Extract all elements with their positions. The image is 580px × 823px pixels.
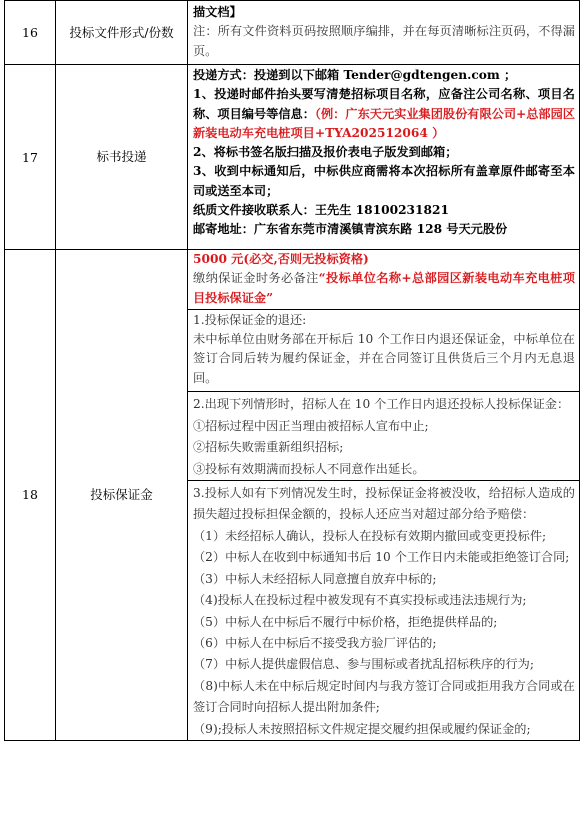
case3-item: （4)投标人在投标过程中被发现有不真实投标或违法违规行为; [193, 593, 527, 608]
forfeiture-block [188, 480, 579, 740]
row-item [56, 250, 188, 741]
row-item [56, 65, 188, 250]
case3-item: （1）未经招标人确认，投标人在投标有效期内撤回或变更投标件; [193, 528, 547, 543]
case3-item: （8)中标人未在中标后规定时间内与我方签订合同或拒用我方合同或在签订合同时向招标人提出附加条件; [193, 678, 575, 715]
case3-item: （2）中标人在收到中标通知书后 10 个工作日内未能或拒绝签订合同; [193, 550, 570, 565]
deposit-amount: 5000 元(必交,否则无投标资格) [193, 252, 369, 266]
case3-item: （7）中标人提供虚假信息、参与围标或者扰乱招标秩序的行为; [193, 657, 534, 672]
case2-item: ①招标过程中因正当理由被招标人宣布中止; [193, 418, 429, 433]
mailing-address: 邮寄地址：广东省东莞市清溪镇青滨东路 128 号天元股份 [193, 222, 508, 237]
row-item [56, 1, 188, 65]
table-row [5, 1, 580, 65]
table-row [5, 250, 580, 741]
case3-item: （5）中标人在中标后不履行中标价格，拒绝提供样品的; [193, 614, 498, 629]
case2-item: ③投标有效期满而投标人不同意作出延长。 [193, 461, 425, 476]
refund-cases-block [188, 391, 579, 480]
row-number: 17 [5, 65, 56, 250]
refund-body: 未中标单位由财务部在开标后 10 个工作日内退还保证金，中标单位在签订合同后转为履约保证金，并在合同签订且供货后三个月内无息退回。 [193, 332, 575, 385]
document-page [4, 0, 576, 741]
case3-item: （6）中标人在中标后不接受我方验厂评估的; [193, 635, 437, 650]
row-content [188, 250, 580, 741]
deposit-amount-block [188, 250, 579, 309]
case3-item: （3）中标人未经招标人同意擅自放弃中标的; [193, 571, 437, 586]
page-number-note: 注：所有文件资料页码按照顺序编排，并在每页清晰标注页码，不得漏页。 [193, 24, 575, 58]
row-content [188, 65, 580, 250]
delivery-method: 投递方式：投递到以下邮箱 Tender@gdtengen.com ； [193, 68, 517, 82]
row-number: 18 [5, 250, 56, 741]
item-label: 投标文件形式/份数 [69, 24, 174, 40]
delivery-step-2: 2、将标书签名版扫描及报价表电子版发到邮箱； [193, 145, 458, 160]
item-label: 标书投递 [96, 149, 147, 164]
step-1-text: 1、投递时邮件抬头要写清楚招标项目名称，应备注公司名称、项目名称、项目编号等信息： [193, 87, 575, 121]
case2-title: 2.出现下列情形时，招标人在 10 个工作日内退还投标人投标保证金： [193, 397, 570, 412]
row-content [188, 1, 580, 65]
delivery-step-1 [193, 85, 575, 143]
remark-prefix: 缴纳保证金时务必备注 [193, 271, 319, 286]
delivery-step-3: 3、收到中标通知后，中标供应商需将本次招标所有盖章原件邮寄至本司或送至本司； [193, 164, 575, 198]
paper-receiver: 纸质文件接收联系人：王先生 18100231821 [193, 203, 449, 218]
table-row [5, 65, 580, 250]
refund-block [188, 309, 579, 391]
case3-title: 3.投标人如有下列情况发生时，投标保证金将被没收，给招标人造成的损失超过投标担保金额的，投标人还应当对超过部分给予赔偿： [193, 486, 575, 522]
refund-title: 1.投标保证金的退还: [193, 312, 307, 327]
row-number: 16 [5, 1, 56, 65]
step-1-example: （例：广东天元实业集团股份有限公司+总部园区新装电动车充电桩项目+TYA202512064 ） [193, 106, 575, 140]
remark-quote: “投标单位名称+总部园区新装电动车充电桩项目投标保证金” [193, 271, 575, 305]
deposit-remark [193, 269, 575, 308]
item-label: 投标保证金 [90, 486, 153, 502]
partial-line: 描文档】 [193, 5, 242, 19]
case2-item: ②招标失败需重新组织招标; [193, 440, 344, 455]
case3-item: （9);投标人未按照招标文件规定提交履约担保或履约保证金的; [193, 721, 531, 736]
tender-requirements-table [4, 0, 580, 741]
